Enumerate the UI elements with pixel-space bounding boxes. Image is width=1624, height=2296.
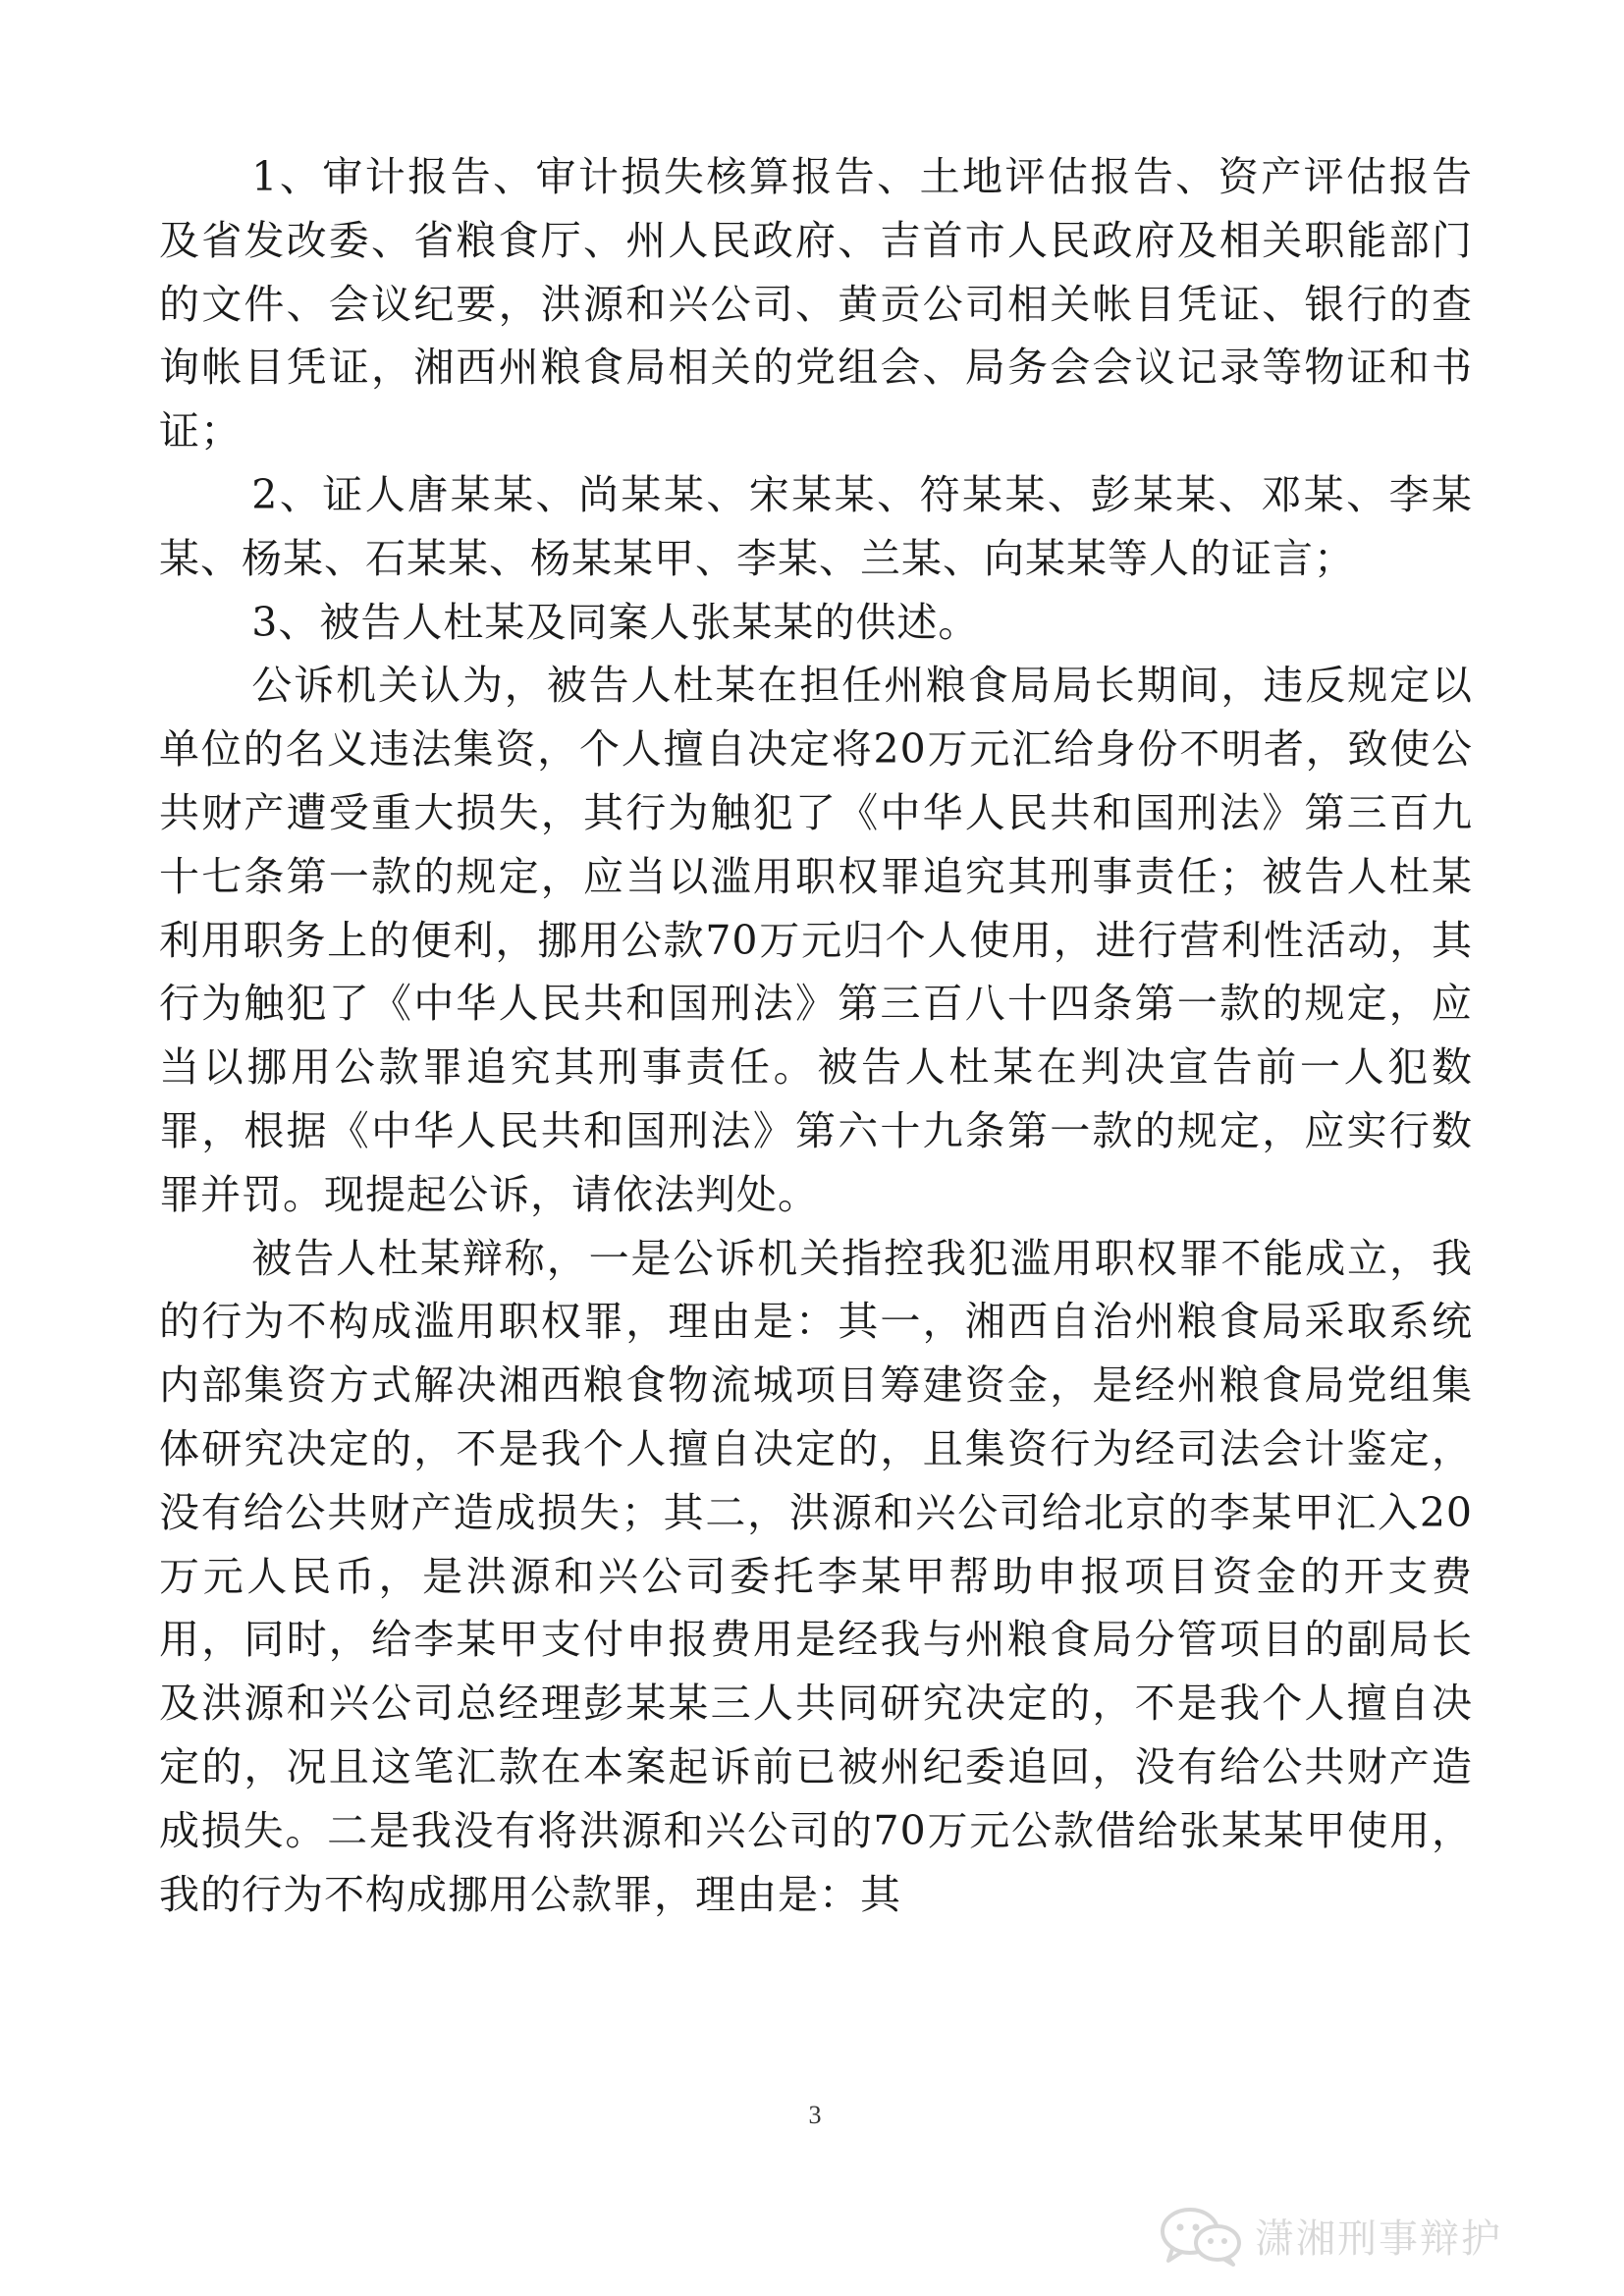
watermark-text: 潇湘刑事辩护	[1255, 2216, 1502, 2262]
paragraph-defendant-statement: 3、被告人杜某及同案人张某某的供述。	[251, 598, 980, 646]
page-number: 3	[808, 2101, 822, 2129]
watermark	[1159, 2204, 1502, 2267]
paragraph-witness-testimony: 2、证人唐某某、尚某某、宋某某、符某某、彭某某、邓某、李某某、杨某、石某某、杨某某甲、李某、兰某、向某某等人的证言；	[159, 470, 1473, 582]
paragraph-defense-argument: 被告人杜某辩称，一是公诉机关指控我犯滥用职权罪不能成立，我的行为不构成滥用职权罪，理由是：其一，湘西自治州粮食局采取系统内部集资方式解决湘西粮食物流城项目筹建资金，是经州粮食局党组集体研究决定的，不是我个人擅自决定的，且集资行为经司法会计鉴定，没有给公共财产造成损失；其二，洪源和兴公司给北京的李某甲汇入20万元人民币，是洪源和兴公司委托李某甲帮助申报项目资金的开支费用，同时，给李某甲支付申报费用是经我与州粮食局分管项目的副局长及洪源和兴公司总经理彭某某三人共同研究决定的，不是我个人擅自决定的，况且这笔汇款在本案起诉前已被州纪委追回，没有给公共财产造成损失。二是我没有将洪源和兴公司的70万元公款借给张某某甲使用，我的行为不构成挪用公款罪，理由是：其	[159, 1234, 1473, 1918]
paragraph-prosecution-opinion: 公诉机关认为，被告人杜某在担任州粮食局局长期间，违反规定以单位的名义违法集资，个人擅自决定将20万元汇给身份不明者，致使公共财产遭受重大损失，其行为触犯了《中华人民共和国刑法》第三百九十七条第一款的规定，应当以滥用职权罪追究其刑事责任；被告人杜某利用职务上的便利，挪用公款70万元归个人使用，进行营利性活动，其行为触犯了《中华人民共和国刑法》第三百八十四条第一款的规定，应当以挪用公款罪追究其刑事责任。被告人杜某在判决宣告前一人犯数罪，根据《中华人民共和国刑法》第六十九条第一款的规定，应实行数罪并罚。现提起公诉，请依法判处。	[159, 662, 1473, 1218]
document-body	[159, 145, 1473, 1926]
wechat-logo-icon	[1159, 2204, 1243, 2267]
paragraph-evidence-documents: 1、审计报告、审计损失核算报告、土地评估报告、资产评估报告及省发改委、省粮食厅、州人民政府、吉首市人民政府及相关职能部门的文件、会议纪要，洪源和兴公司、黄贡公司相关帐目凭证、银行的查询帐目凭证，湘西州粮食局相关的党组会、局务会会议记录等物证和书证；	[159, 153, 1473, 455]
